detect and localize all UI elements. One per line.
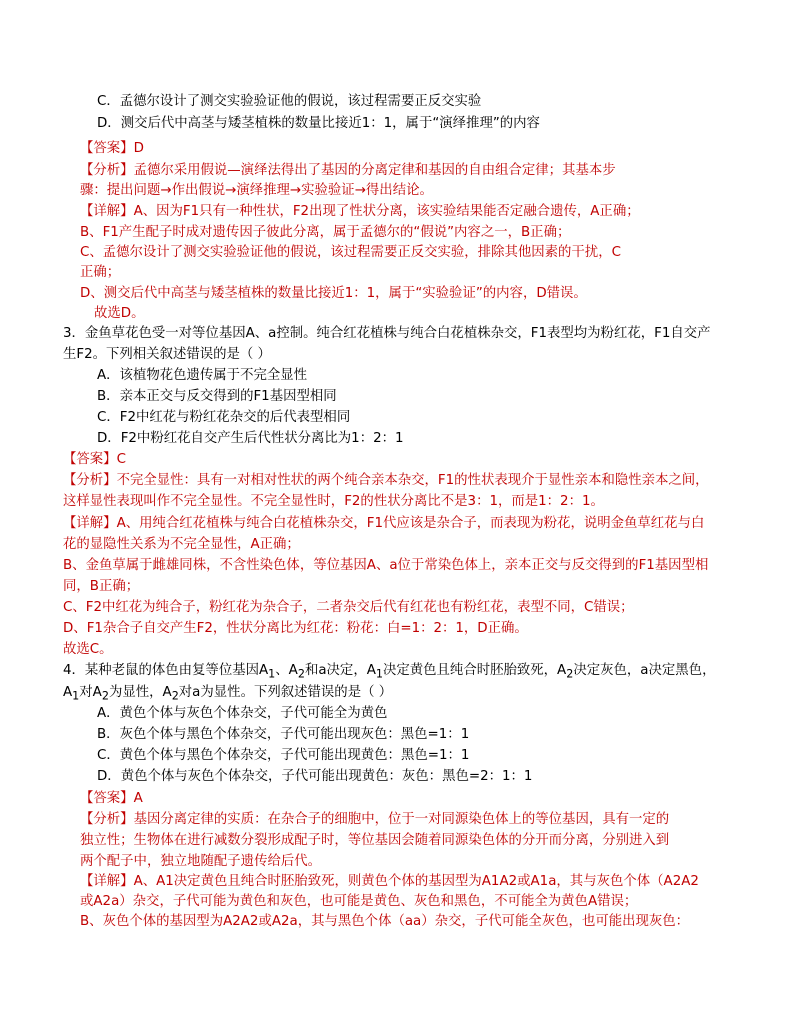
answer-value: A — [133, 791, 143, 806]
q3-detail-line-3: B、金鱼草属于雌雄同株，不含性染色体，等位基因A、a位于常染色体上，亲本正交与反交得到的F1基因型相 — [63, 558, 709, 573]
q4-option-b: B．灰色个体与黑色个体杂交，子代可能出现灰色：黑色=1：1 — [97, 727, 470, 742]
q2-detail-line-5: D、测交后代中高茎与矮茎植株的数量比接近1：1，属于“实验验证”的内容，D错误。 — [80, 286, 587, 301]
analysis-tag: 【分析】 — [63, 473, 117, 488]
q4-option-a: A．黄色个体与灰色个体杂交，子代可能全为黄色 — [97, 706, 388, 721]
detail-tag: 【详解】 — [63, 516, 117, 531]
q2-option-d: D．测交后代中高茎与矮茎植株的数量比接近1：1，属于“演绎推理”的内容 — [97, 116, 540, 131]
subscript: 2 — [566, 667, 574, 681]
subscript: 2 — [101, 689, 109, 703]
q4-option-c: C．黄色个体与黑色个体杂交，子代可能出现黄色：黑色=1：1 — [97, 748, 470, 763]
analysis-tag: 【分析】 — [80, 812, 134, 827]
q4-analysis-line-2: 独立性；生物体在进行减数分裂形成配子时，等位基因会随着同源染色体的分开而分离，分别进入到 — [80, 833, 670, 848]
q3-detail-line-4: 同，B正确； — [63, 579, 140, 594]
q4-stem-line-1 — [63, 661, 715, 685]
analysis-text: 孟德尔采用假说—演绎法得出了基因的分离定律和基因的自由组合定律；其基本步 — [133, 163, 616, 178]
stem-text: 决定灰色，a决定黑色， — [573, 663, 716, 678]
q3-option-d: D．F2中粉红花自交产生后代性状分离比为1：2：1 — [97, 431, 404, 446]
q2-option-c: C．孟德尔设计了测交实验验证他的假说，该过程需要正反交实验 — [97, 94, 482, 109]
subscript: 1 — [72, 689, 80, 703]
q2-detail-line-4: 正确； — [80, 265, 121, 280]
q4-detail-line-3: B、灰色个体的基因型为A2A2或A2a，其与黑色个体（aa）杂交，子代可能全灰色，也可能出现灰色： — [80, 914, 690, 929]
stem-text: A — [63, 685, 73, 700]
q3-stem-line-1: 3．金鱼草花色受一对等位基因A、a控制。纯合红花植株与纯合白花植株杂交，F1表型均为粉红花，F1自交产 — [63, 326, 711, 341]
subscript: 2 — [297, 667, 305, 681]
q3-analysis-line-2: 这样显性表现叫作不完全显性。不完全显性时，F2的性状分离比不是3：1，而是1：2：1。 — [63, 494, 604, 509]
q3-detail-line-7: 故选C。 — [63, 642, 113, 657]
q3-option-c: C．F2中红花与粉红花杂交的后代表型相同 — [97, 410, 351, 425]
q3-answer — [63, 450, 126, 470]
subscript: 2 — [171, 689, 179, 703]
stem-text: 为显性，A — [108, 685, 172, 700]
stem-text: 、A — [275, 663, 298, 678]
answer-tag: 【答案】 — [80, 141, 134, 156]
analysis-tag: 【分析】 — [80, 163, 134, 178]
q4-detail-line-2: 或A2a）杂交，子代可能为黄色和灰色，也可能是黄色、灰色和黑色，不可能全为黄色A错误； — [80, 894, 638, 909]
answer-value: D — [133, 141, 144, 156]
detail-tag: 【详解】 — [80, 204, 134, 219]
subscript: 1 — [375, 667, 383, 681]
analysis-text: 基因分离定律的实质：在杂合子的细胞中，位于一对同源染色体上的等位基因，具有一定的 — [133, 812, 670, 827]
q3-detail-line-1 — [63, 514, 704, 534]
q2-detail-line-1 — [80, 202, 640, 222]
stem-text: 对a为显性。下列叙述错误的是（ ） — [178, 685, 393, 700]
q3-detail-line-2: 花的显隐性关系为不完全显性，A正确； — [63, 537, 300, 552]
answer-tag: 【答案】 — [80, 791, 134, 806]
stem-text: 和a决定，A — [304, 663, 376, 678]
q2-detail-line-6: 故选D。 — [94, 306, 145, 321]
q4-analysis-line-1 — [80, 810, 669, 830]
q2-detail-line-3: C、孟德尔设计了测交实验验证他的假说，该过程需要正反交实验，排除其他因素的干扰，C — [80, 245, 621, 260]
q3-analysis-line-1 — [63, 471, 709, 491]
q3-detail-line-5: C、F2中红花为纯合子，粉红花为杂合子，二者杂交后代有红花也有粉红花，表型不同，C错误； — [63, 600, 634, 615]
analysis-text: 不完全显性：具有一对相对性状的两个纯合亲本杂交，F1的性状表现介于显性亲本和隐性亲本之间， — [116, 473, 709, 488]
q2-detail-line-2: B、F1产生配子时成对遗传因子彼此分离，属于孟德尔的“假说”内容之一，B正确； — [80, 225, 571, 240]
q3-option-b: B．亲本正交与反交得到的F1基因型相同 — [97, 389, 337, 404]
stem-text: 决定黄色且纯合时胚胎致死，A — [382, 663, 567, 678]
q3-detail-line-6: D、F1杂合子自交产生F2，性状分离比为红花：粉花：白=1：2：1，D正确。 — [63, 621, 528, 636]
answer-tag: 【答案】 — [63, 452, 117, 467]
detail-text: A、A1决定黄色且纯合时胚胎致死，则黄色个体的基因型为A1A2或A1a，其与灰色个体（A2A2 — [133, 874, 699, 889]
detail-text: A、因为F1只有一种性状，F2出现了性状分离，该实验结果能否定融合遗传，A正确； — [133, 204, 640, 219]
q4-analysis-line-3: 两个配子中，独立地随配子遗传给后代。 — [80, 854, 322, 869]
q4-option-d: D．黄色个体与灰色个体杂交，子代可能出现黄色：灰色：黑色=2：1：1 — [97, 769, 533, 784]
q2-analysis-line-1 — [80, 161, 616, 181]
q3-option-a: A．该植物花色遗传属于不完全显性 — [97, 368, 308, 383]
q4-answer — [80, 789, 143, 809]
stem-text: 对A — [79, 685, 102, 700]
q2-answer — [80, 139, 144, 159]
q2-analysis-line-2: 骤：提出问题→作出假说→演绎推理→实验验证→得出结论。 — [80, 183, 433, 198]
q4-detail-line-1 — [80, 872, 699, 892]
detail-text: A、用纯合红花植株与纯合白花植株杂交，F1代应该是杂合子，而表现为粉花，说明金鱼草红花与白 — [116, 516, 705, 531]
detail-tag: 【详解】 — [80, 874, 134, 889]
answer-value: C — [116, 452, 126, 467]
subscript: 1 — [268, 667, 276, 681]
stem-text: 4．某种老鼠的体色由复等位基因A — [63, 663, 269, 678]
q3-stem-line-2: 生F2。下列相关叙述错误的是（ ） — [63, 347, 271, 362]
